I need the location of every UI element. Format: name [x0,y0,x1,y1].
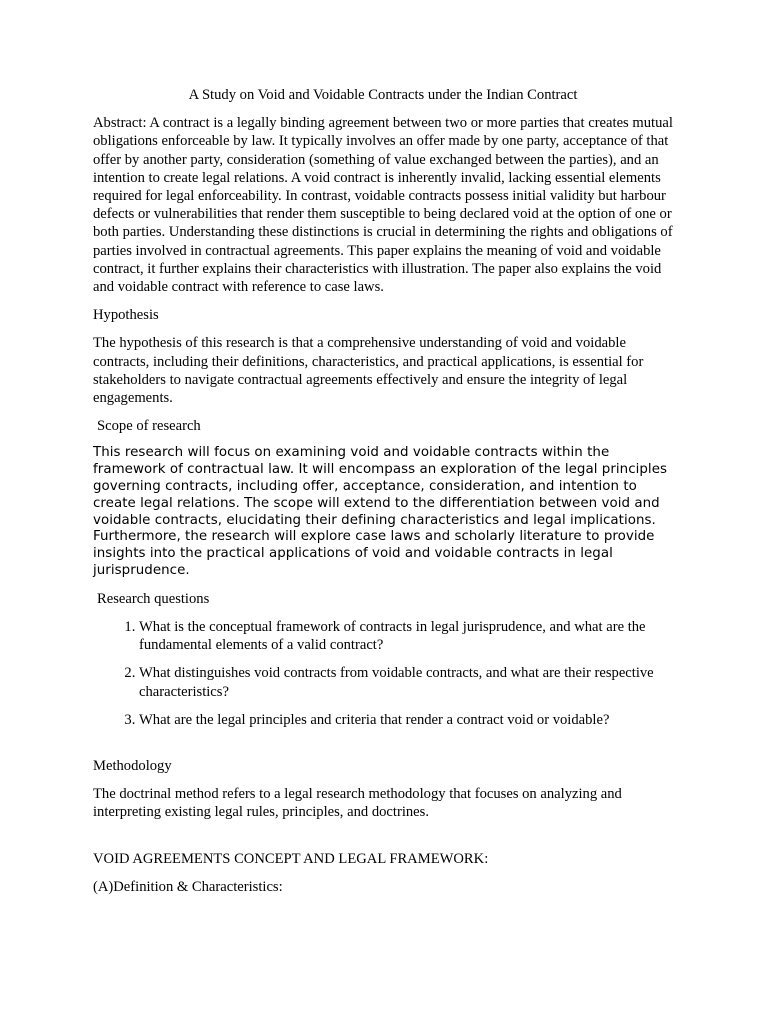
scope-paragraph: This research will focus on examining void and voidable contracts within the framework of contractual law. It will encompass an exploration of the legal principles governing contracts, including offer, acceptance, consideration, and intention to create legal relations. The scope will extend to the differentiation between void and voidable contracts, elucidating their defining characteristics and legal implications. Furthermore, the research will explore case laws and scholarly literature to provide insights into the practical applications of void and voidable contracts in legal jurisprudence. [93,445,668,579]
abstract-paragraph: Abstract: A contract is a legally binding agreement between two or more parties that creates mutual obligations enforceable by law. It typically involves an offer made by one party, acceptance of that offer by another party, consideration (something of value exchanged between the parties), and an intention to create legal relations. A void contract is inherently invalid, lacking essential elements required for legal enforceability. In contrast, voidable contracts possess initial validity but harbour defects or vulnerabilities that render them susceptible to being declared void at the option of one or both parties. Understanding these distinctions is crucial in determining the rights and obligations of parties involved in contractual agreements. This paper explains the meaning of void and voidable contract, it further explains their characteristics with illustration. The paper also explains the void and voidable contract with reference to case laws. [93,115,673,296]
research-question-item: 1. What is the conceptual framework of contracts in legal jurisprudence, and what are the fundamental elements of a valid contract? [139,618,673,654]
hypothesis-paragraph: The hypothesis of this research is that a comprehensive understanding of void and voidable contracts, including their definitions, characteristics, and practical applications, is essential for stakeholders to navigate contractual agreements effectively and ensure the integrity of legal engagements. [93,335,644,407]
void-agreements-heading: VOID AGREEMENTS CONCEPT AND LEGAL FRAMEWORK: [93,850,489,867]
definition-subheading: (A)Definition & Characteristics: [93,878,283,895]
scope-heading: Scope of research [97,418,201,435]
spacer [93,832,673,850]
methodology-paragraph: The doctrinal method refers to a legal research methodology that focuses on analyzing and interpreting existing legal rules, principles, and doctrines. [93,786,622,821]
spacer [93,739,673,757]
research-questions-list [93,618,673,729]
document-title: A Study on Void and Voidable Contracts under the Indian Contract [188,87,578,103]
research-question-item: 2. What distinguishes void contracts from voidable contracts, and what are their respective characteristics? [139,664,673,700]
document-page [93,86,673,906]
research-question-item: 3. What are the legal principles and criteria that render a contract void or voidable? [139,711,673,729]
methodology-heading: Methodology [93,758,172,775]
research-questions-heading: Research questions [97,590,210,607]
hypothesis-heading: Hypothesis [93,307,159,324]
